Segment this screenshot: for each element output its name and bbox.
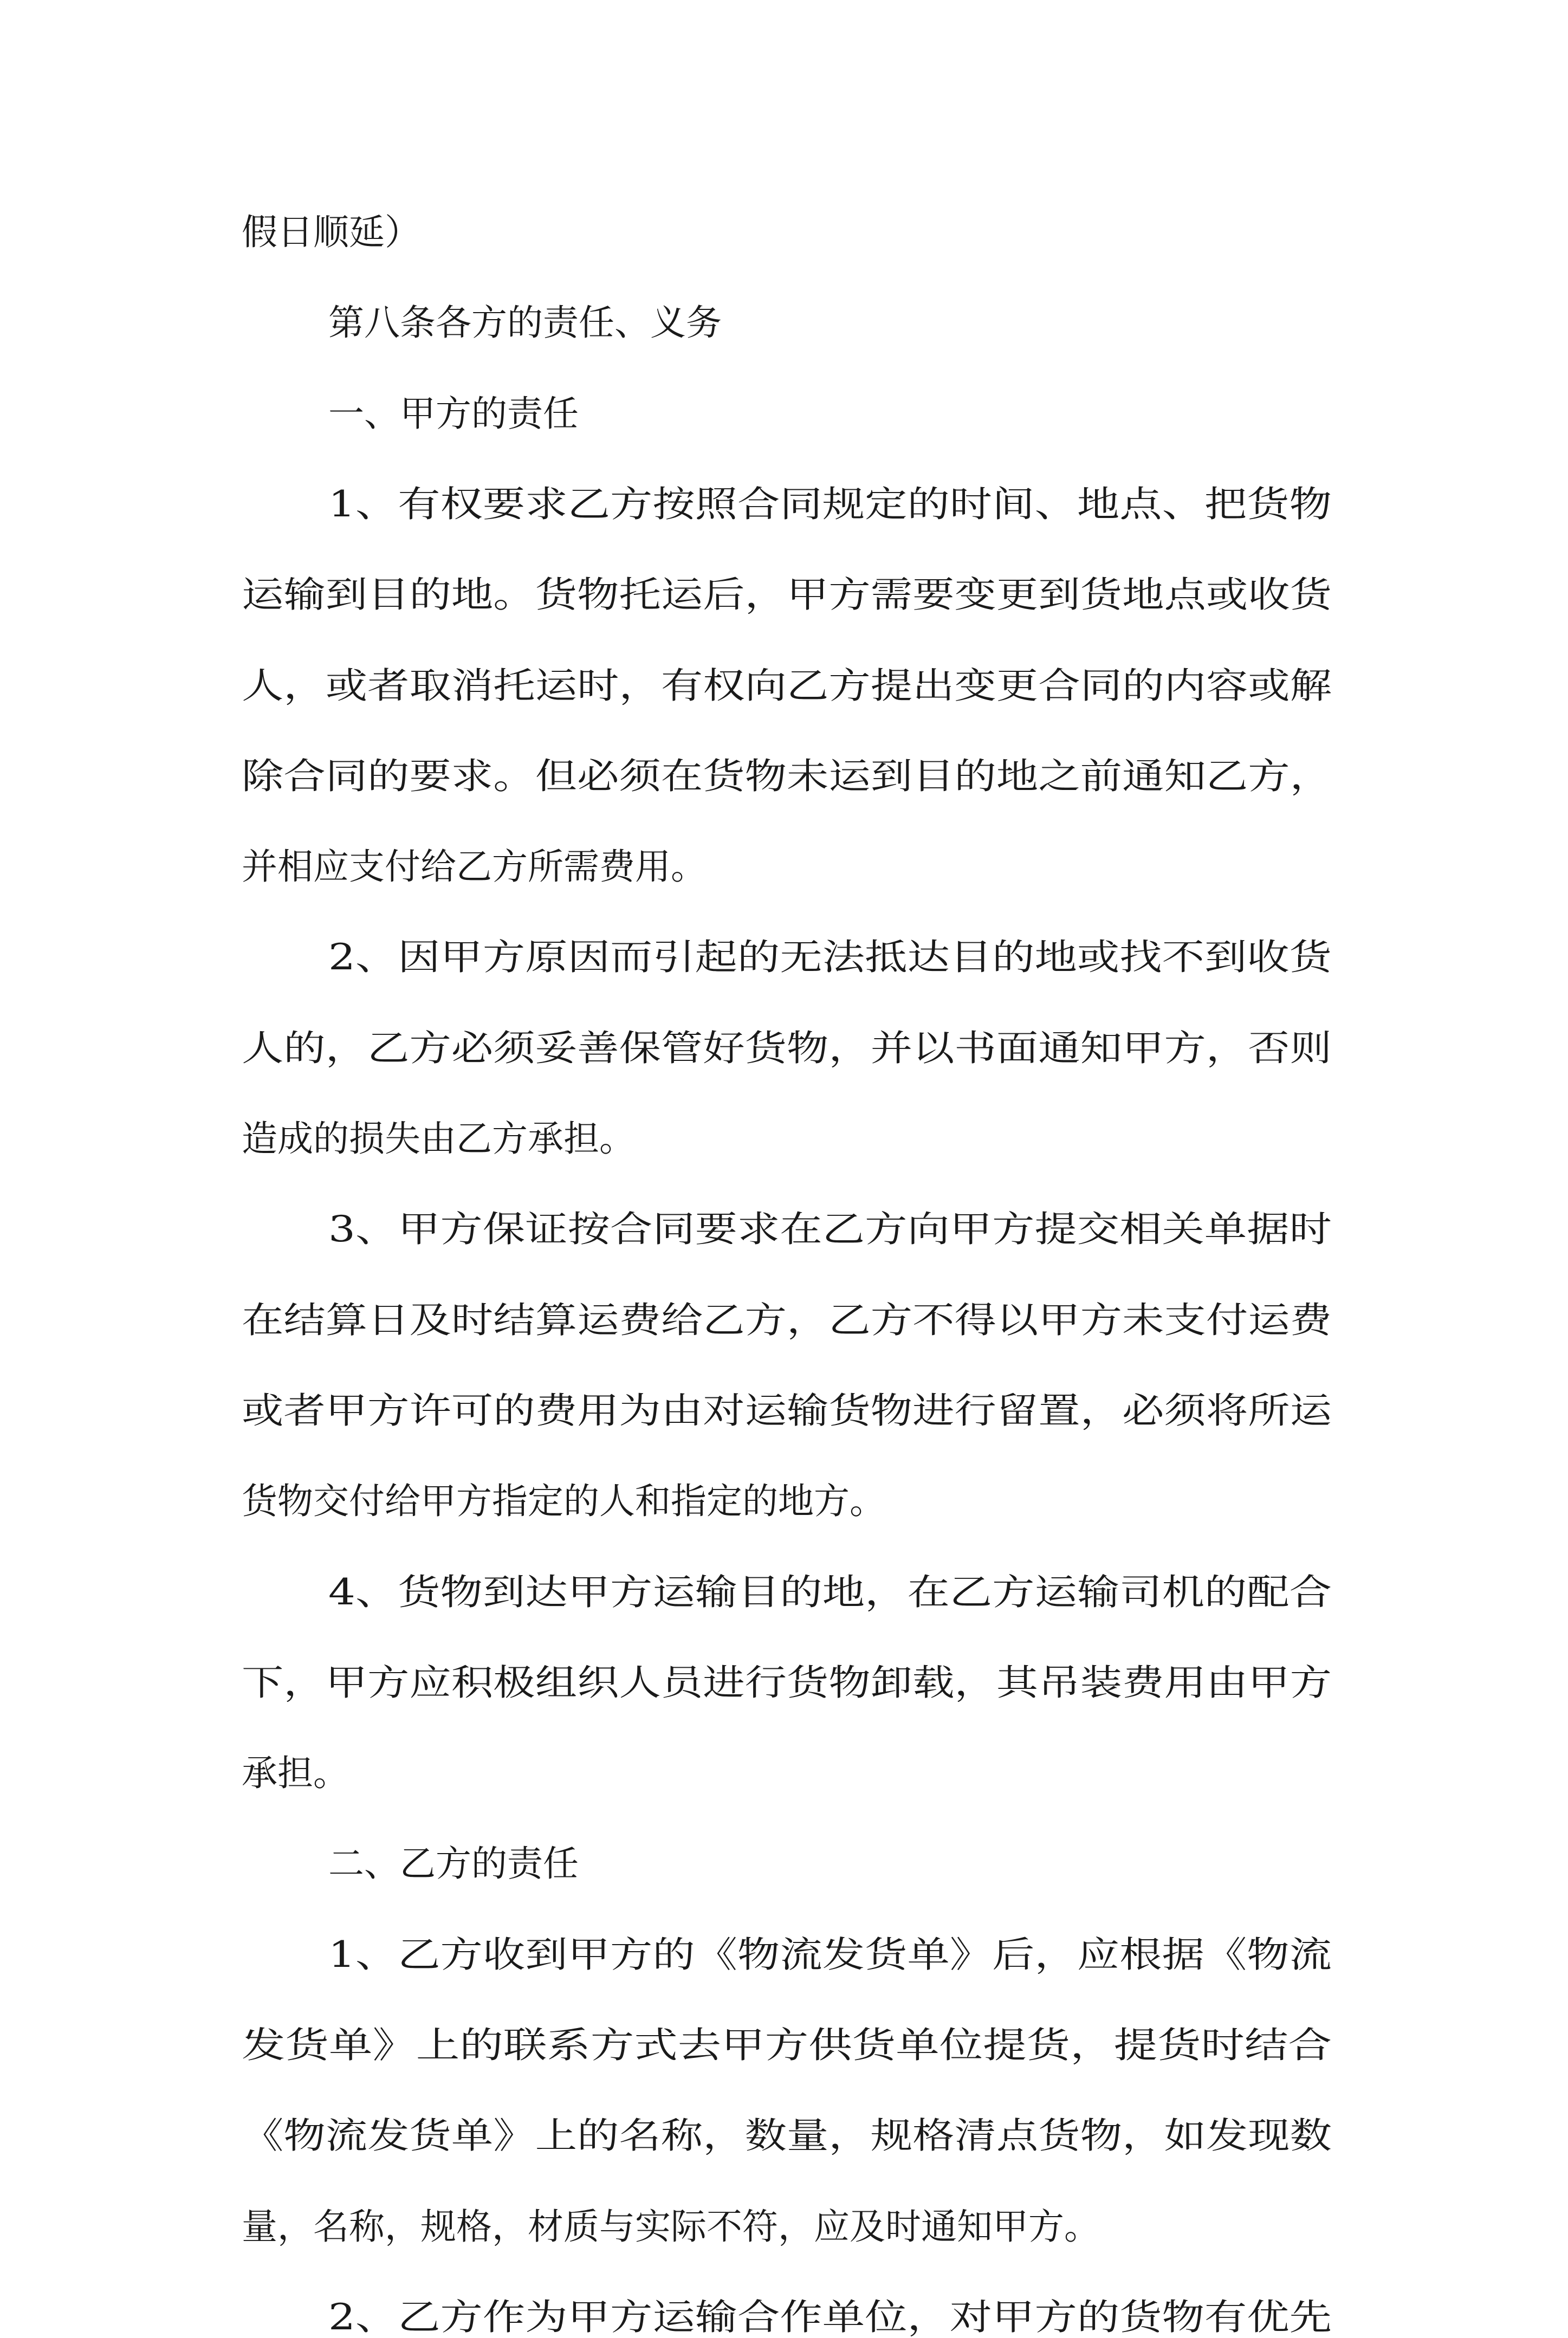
text-line: 2、乙方作为甲方运输合作单位，对甲方的货物有优先 [328, 2296, 1332, 2338]
text-line: 除合同的要求。但必须在货物未运到目的地之前通知乙方， [242, 755, 1332, 797]
text-line: 3、甲方保证按合同要求在乙方向甲方提交相关单据时 [328, 1208, 1332, 1251]
text-line: 承担。 [242, 1752, 349, 1795]
text-line: 1、乙方收到甲方的《物流发货单》后，应根据《物流 [328, 1933, 1332, 1976]
text-line: 在结算日及时结算运费给乙方，乙方不得以甲方未支付运费 [242, 1299, 1332, 1341]
text-line: 2、因甲方原因而引起的无法抵达目的地或找不到收货 [328, 936, 1332, 979]
text-line: 人的，乙方必须妥善保管好货物，并以书面通知甲方，否则 [242, 1027, 1332, 1069]
section-heading: 二、乙方的责任 [328, 1843, 579, 1885]
text-line: 人，或者取消托运时，有权向乙方提出变更合同的内容或解 [242, 664, 1332, 707]
text-line: 假日顺延） [242, 211, 420, 253]
text-line: 发货单》上的联系方式去甲方供货单位提货，提货时结合 [242, 2024, 1332, 2066]
text-line: 4、货物到达甲方运输目的地，在乙方运输司机的配合 [328, 1571, 1332, 1613]
text-line: 运输到目的地。货物托运后，甲方需要变更到货地点或收货 [242, 574, 1332, 616]
section-heading: 一、甲方的责任 [328, 392, 579, 435]
text-line: 量，名称，规格，材质与实际不符，应及时通知甲方。 [242, 2205, 1100, 2248]
text-line: 下，甲方应积极组织人员进行货物卸载，其吊装费用由甲方 [242, 1661, 1332, 1704]
text-line: 造成的损失由乙方承担。 [242, 1118, 635, 1160]
text-line: 并相应支付给乙方所需费用。 [242, 846, 707, 888]
text-line: 《物流发货单》上的名称，数量，规格清点货物，如发现数 [242, 2115, 1332, 2157]
text-line: 1、有权要求乙方按照合同规定的时间、地点、把货物 [328, 483, 1332, 525]
text-line: 货物交付给甲方指定的人和指定的地方。 [242, 1480, 885, 1523]
article-heading: 第八条各方的责任、义务 [328, 302, 722, 344]
text-line: 或者甲方许可的费用为由对运输货物进行留置，必须将所运 [242, 1389, 1332, 1432]
